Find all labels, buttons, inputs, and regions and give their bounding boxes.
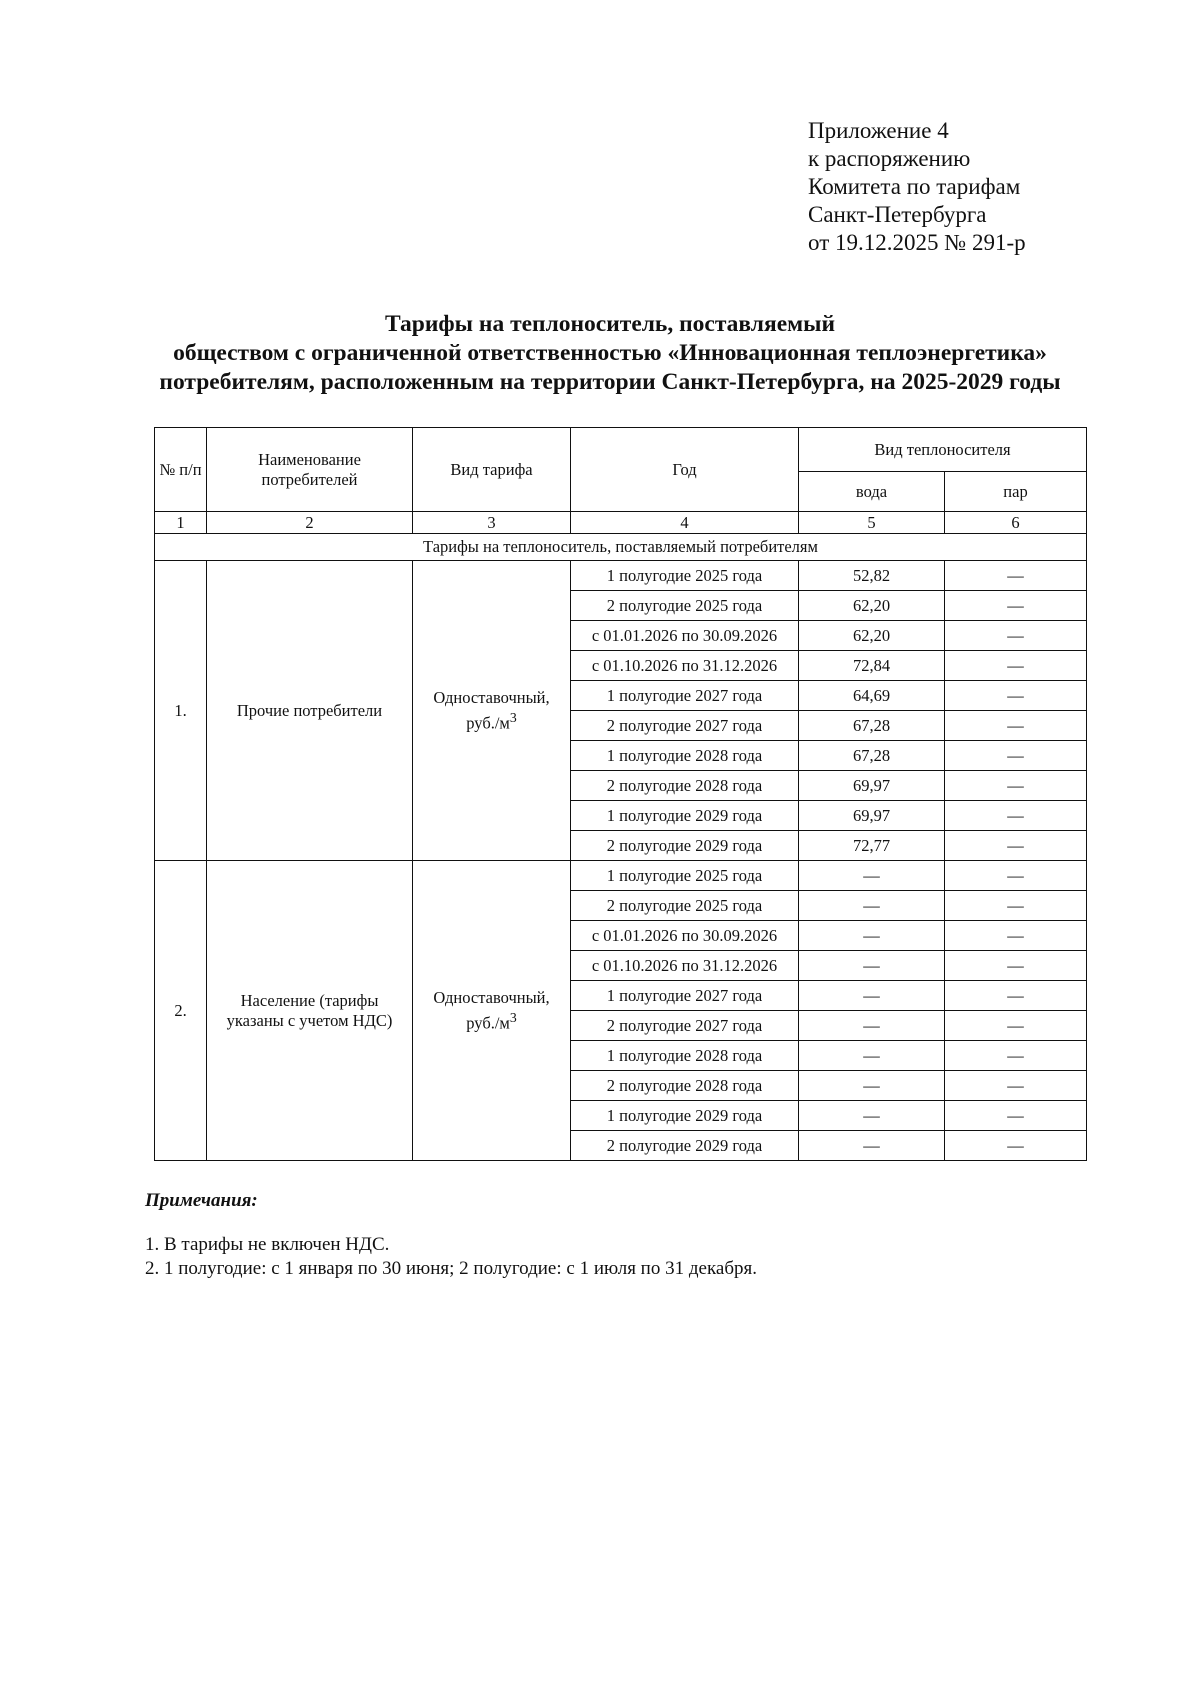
appendix-block <box>808 117 1026 257</box>
section-title: Тарифы на теплоноситель, поставляемый потребителям <box>155 534 1087 561</box>
row-number: 1. <box>155 561 207 861</box>
tariff-unit-exponent: 3 <box>509 709 517 725</box>
tariff-type <box>413 561 571 861</box>
period-cell: 1 полугодие 2027 года <box>571 681 799 711</box>
period-cell: 2 полугодие 2029 года <box>571 1131 799 1161</box>
water-tariff-cell: — <box>799 921 945 951</box>
appendix-line: от 19.12.2025 № 291-р <box>808 230 1026 255</box>
appendix-line: к распоряжению <box>808 146 971 171</box>
steam-tariff-cell: — <box>945 1041 1087 1071</box>
water-tariff-cell: — <box>799 1131 945 1161</box>
header-water: вода <box>799 472 945 512</box>
column-number: 3 <box>413 512 571 534</box>
steam-tariff-cell: — <box>945 741 1087 771</box>
water-tariff-cell: 67,28 <box>799 711 945 741</box>
period-cell: 1 полугодие 2029 года <box>571 801 799 831</box>
title-line: Тарифы на теплоноситель, поставляемый <box>384 311 836 337</box>
steam-tariff-cell: — <box>945 651 1087 681</box>
table-row <box>155 861 1087 891</box>
water-tariff-cell: — <box>799 861 945 891</box>
document-title <box>120 310 1100 397</box>
column-number: 4 <box>571 512 799 534</box>
row-number: 2. <box>155 861 207 1161</box>
note-item: 1. В тарифы не включен НДС. <box>145 1234 390 1255</box>
steam-tariff-cell: — <box>945 681 1087 711</box>
water-tariff-cell: 52,82 <box>799 561 945 591</box>
period-cell: 2 полугодие 2025 года <box>571 591 799 621</box>
period-cell: 1 полугодие 2028 года <box>571 1041 799 1071</box>
period-cell: с 01.01.2026 по 30.09.2026 <box>571 621 799 651</box>
header-consumer: Наименование потребителей <box>207 428 413 512</box>
water-tariff-cell: — <box>799 951 945 981</box>
steam-tariff-cell: — <box>945 891 1087 921</box>
title-line: обществом с ограниченной ответственностью «Инновационная теплоэнергетика» <box>173 340 1047 366</box>
water-tariff-cell: — <box>799 1011 945 1041</box>
period-cell: 2 полугодие 2028 года <box>571 771 799 801</box>
period-cell: с 01.10.2026 по 31.12.2026 <box>571 651 799 681</box>
tariff-type <box>413 861 571 1161</box>
steam-tariff-cell: — <box>945 621 1087 651</box>
tariff-unit-exponent: 3 <box>509 1009 517 1025</box>
tariff-type-text: Одноставочный, руб./м <box>433 687 550 733</box>
appendix-line: Приложение 4 <box>808 118 949 143</box>
period-cell: 1 полугодие 2025 года <box>571 561 799 591</box>
water-tariff-cell: 69,97 <box>799 771 945 801</box>
water-tariff-cell: 64,69 <box>799 681 945 711</box>
consumer-name: Прочие потребители <box>207 561 413 861</box>
steam-tariff-cell: — <box>945 1011 1087 1041</box>
steam-tariff-cell: — <box>945 831 1087 861</box>
steam-tariff-cell: — <box>945 1101 1087 1131</box>
column-number: 2 <box>207 512 413 534</box>
period-cell: 1 полугодие 2025 года <box>571 861 799 891</box>
header-carrier: Вид теплоносителя <box>799 428 1087 472</box>
steam-tariff-cell: — <box>945 981 1087 1011</box>
water-tariff-cell: — <box>799 1071 945 1101</box>
appendix-line: Санкт-Петербурга <box>808 202 987 227</box>
steam-tariff-cell: — <box>945 1131 1087 1161</box>
note-item: 2. 1 полугодие: с 1 января по 30 июня; 2 полугодие: с 1 июля по 31 декабря. <box>145 1258 757 1279</box>
steam-tariff-cell: — <box>945 711 1087 741</box>
column-number: 1 <box>155 512 207 534</box>
notes-title: Примечания: <box>145 1190 258 1211</box>
consumer-name: Население (тарифы указаны с учетом НДС) <box>207 861 413 1161</box>
water-tariff-cell: — <box>799 1041 945 1071</box>
header-year: Год <box>571 428 799 512</box>
period-cell: с 01.01.2026 по 30.09.2026 <box>571 921 799 951</box>
water-tariff-cell: 62,20 <box>799 621 945 651</box>
period-cell: 2 полугодие 2029 года <box>571 831 799 861</box>
period-cell: 2 полугодие 2027 года <box>571 711 799 741</box>
steam-tariff-cell: — <box>945 771 1087 801</box>
period-cell: с 01.10.2026 по 31.12.2026 <box>571 951 799 981</box>
steam-tariff-cell: — <box>945 801 1087 831</box>
title-line: потребителям, расположенным на территории Санкт-Петербурга, на 2025-2029 годы <box>159 369 1061 395</box>
period-cell: 2 полугодие 2027 года <box>571 1011 799 1041</box>
appendix-line: Комитета по тарифам <box>808 174 1021 199</box>
header-num: № п/п <box>155 428 207 512</box>
period-cell: 2 полугодие 2028 года <box>571 1071 799 1101</box>
water-tariff-cell: — <box>799 891 945 921</box>
notes-list <box>145 1233 757 1281</box>
period-cell: 1 полугодие 2028 года <box>571 741 799 771</box>
period-cell: 1 полугодие 2027 года <box>571 981 799 1011</box>
header-steam: пар <box>945 472 1087 512</box>
table-body <box>155 561 1087 1161</box>
steam-tariff-cell: — <box>945 561 1087 591</box>
tariffs-table <box>154 427 1087 1161</box>
water-tariff-cell: — <box>799 1101 945 1131</box>
water-tariff-cell: 67,28 <box>799 741 945 771</box>
tariff-type-text: Одноставочный, руб./м <box>433 987 550 1033</box>
steam-tariff-cell: — <box>945 951 1087 981</box>
water-tariff-cell: 72,84 <box>799 651 945 681</box>
period-cell: 1 полугодие 2029 года <box>571 1101 799 1131</box>
water-tariff-cell: — <box>799 981 945 1011</box>
header-tariff-type: Вид тарифа <box>413 428 571 512</box>
steam-tariff-cell: — <box>945 861 1087 891</box>
table-row <box>155 561 1087 591</box>
period-cell: 2 полугодие 2025 года <box>571 891 799 921</box>
water-tariff-cell: 69,97 <box>799 801 945 831</box>
column-number: 5 <box>799 512 945 534</box>
steam-tariff-cell: — <box>945 921 1087 951</box>
water-tariff-cell: 62,20 <box>799 591 945 621</box>
water-tariff-cell: 72,77 <box>799 831 945 861</box>
column-number: 6 <box>945 512 1087 534</box>
steam-tariff-cell: — <box>945 1071 1087 1101</box>
steam-tariff-cell: — <box>945 591 1087 621</box>
